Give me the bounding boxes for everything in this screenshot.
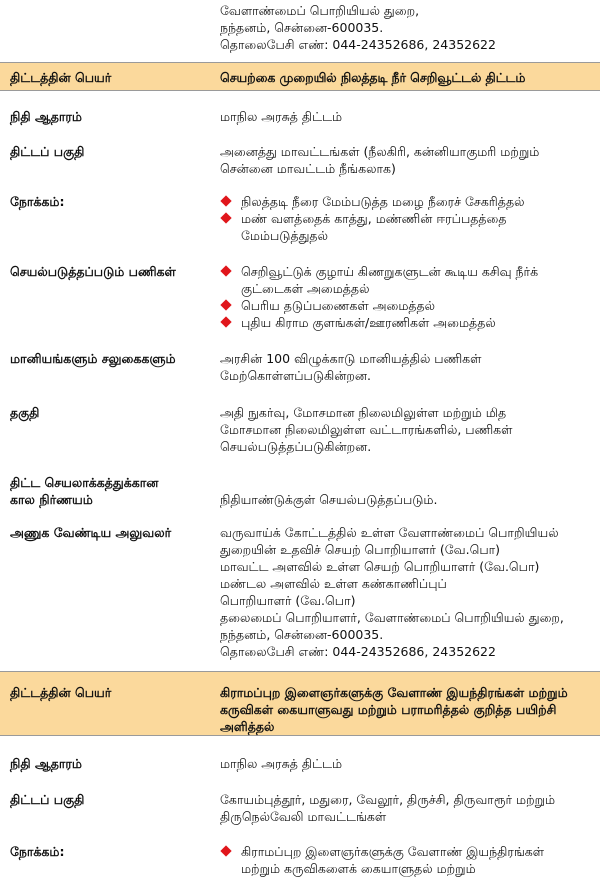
scheme1-name-label: திட்டத்தின் பெயர்: [10, 70, 112, 85]
contact-line: நந்தனம், சென்னை-600035.: [220, 627, 384, 642]
scheme1-funding-value: மாநில அரசுத் திட்டம்: [220, 109, 343, 124]
red-diamond-bullet-icon: [220, 299, 231, 310]
list-item: [220, 314, 595, 331]
red-diamond-bullet-icon: [220, 316, 231, 327]
scheme1-subsidy-value: [220, 350, 590, 384]
bullet-text: மற்றும் கருவிகளைக் கையாளுதல் மற்றும்: [241, 861, 476, 876]
bullet-text: புதிய கிராம குளங்கள்/ஊரணிகள் அமைத்தல்: [241, 315, 496, 330]
scheme2-objective-list: [220, 843, 595, 877]
bullet-text: மண் வளத்தைக் காத்து, மண்ணின் ஈரப்பதத்தை: [241, 211, 507, 226]
top-contact: [220, 2, 590, 53]
scheme1-works-label: செயல்படுத்தப்படும் பணிகள்: [10, 264, 176, 279]
scheme2-funding-label: நிதி ஆதாரம்: [10, 756, 82, 771]
area-line: அனைத்து மாவட்டங்கள் (நீலகிரி, கன்னியாகுமரி மற்றும்: [220, 144, 540, 159]
eligibility-line: மோசமான நிலைமிலுள்ள வட்டாரங்களில், பணிகள்: [220, 422, 513, 437]
scheme2-name-line: கிராமப்புற இளைஞர்களுக்கு வேளாண் இயந்திரங்கள் மற்றும்: [220, 685, 568, 700]
red-diamond-bullet-icon: [220, 212, 231, 223]
scheme1-timeline-label: [10, 474, 210, 508]
list-item: [220, 193, 595, 210]
scheme2-area-value: [220, 791, 590, 825]
area-line: கோயம்புத்தூர், மதுரை, வேலூர், திருச்சி, திருவாரூர் மற்றும்: [220, 792, 556, 807]
scheme1-contact-value: [220, 524, 590, 660]
scheme1-timeline-value: நிதியாண்டுக்குள் செயல்படுத்தப்படும்.: [220, 492, 438, 507]
bullet-text: செறிவூட்டுக் குழாய் கிணறுகளுடன் கூடிய கசிவு நீர்க்: [241, 264, 539, 279]
scheme1-eligibility-label: தகுதி: [10, 405, 40, 420]
subsidy-line: மேற்கொள்ளப்படுகின்றன.: [220, 368, 371, 383]
list-item: [220, 263, 595, 297]
area-line: திருநெல்வேலி மாவட்டங்கள்: [220, 809, 387, 824]
scheme1-eligibility-value: [220, 404, 590, 455]
scheme2-funding-value: மாநில அரசுத் திட்டம்: [220, 756, 343, 771]
bullet-text: குட்டைகள் அமைத்தல்: [241, 281, 370, 296]
list-item: [220, 843, 595, 877]
top-contact-line: தொலைபேசி எண்: 044-24352686, 24352622: [220, 37, 496, 52]
scheme1-objective-label: நோக்கம்:: [10, 194, 65, 209]
top-contact-line: வேளாண்மைப் பொறியியல் துறை,: [220, 3, 420, 18]
contact-line: மாவட்ட அளவில் உள்ள செயற் பொறியாளர் (வே.பொ): [220, 559, 540, 574]
scheme1-objective-list: [220, 193, 595, 244]
red-diamond-bullet-icon: [220, 845, 231, 856]
contact-line: மண்டல அளவில் உள்ள கண்காணிப்புப்: [220, 576, 447, 591]
scheme1-area-value: [220, 143, 590, 177]
scheme1-works-list: [220, 263, 595, 331]
eligibility-line: அதி நுகர்வு, மோசமான நிலைமிலுள்ள மற்றும் மித: [220, 405, 507, 420]
scheme1-area-label: திட்டப் பகுதி: [10, 144, 85, 159]
scheme1-header: [0, 62, 600, 91]
contact-line: துறையின் உதவிச் செயற் பொறியாளர் (வே.பொ): [220, 542, 501, 557]
bullet-text: பெரிய தடுப்பணைகள் அமைத்தல்: [241, 298, 436, 313]
contact-line: பொறியாளர் (வே.பொ): [220, 593, 356, 608]
contact-line: தலைமைப் பொறியாளர், வேளாண்மைப் பொறியியல் துறை,: [220, 610, 564, 625]
contact-line: தொலைபேசி எண்: 044-24352686, 24352622: [220, 644, 496, 659]
bullet-text: கிராமப்புற இளைஞர்களுக்கு வேளாண் இயந்திரங்கள்: [241, 844, 545, 859]
red-diamond-bullet-icon: [220, 265, 231, 276]
top-contact-line: நந்தனம், சென்னை-600035.: [220, 20, 384, 35]
scheme1-contact-label: அணுக வேண்டிய அலுவலர்: [10, 525, 172, 540]
eligibility-line: செயல்படுத்தப்படுகின்றன.: [220, 439, 372, 454]
timeline-label-line: திட்ட செயலாக்கத்துக்கான: [10, 475, 159, 490]
contact-line: வருவாய்க் கோட்டத்தில் உள்ள வேளாண்மைப் பொறியியல்: [220, 525, 559, 540]
scheme1-subsidy-label: மானியங்களும் சலுகைகளும்: [10, 351, 176, 366]
scheme1-funding-label: நிதி ஆதாரம்: [10, 109, 82, 124]
timeline-label-line: கால நிர்ணயம்: [10, 492, 93, 507]
list-item: [220, 297, 595, 314]
subsidy-line: அரசின் 100 விழுக்காடு மானியத்தில் பணிகள்: [220, 351, 482, 366]
scheme2-name-label: திட்டத்தின் பெயர்: [10, 685, 112, 700]
bullet-text: மேம்படுத்துதல்: [241, 228, 328, 243]
scheme2-name-line: அளித்தல்: [220, 719, 275, 734]
bullet-text: நிலத்தடி நீரை மேம்படுத்த மழை நீரைச் சேகரித்தல்: [241, 194, 525, 209]
scheme2-header: [0, 671, 600, 736]
area-line: சென்னை மாவட்டம் நீங்கலாக): [220, 161, 396, 176]
scheme2-area-label: திட்டப் பகுதி: [10, 792, 85, 807]
scheme2-objective-label: நோக்கம்:: [10, 844, 65, 859]
scheme2-name-line: கருவிகள் கையாளுவது மற்றும் பராமரித்தல் குறித்த பயிற்சி: [220, 702, 557, 717]
list-item: [220, 210, 595, 244]
red-diamond-bullet-icon: [220, 195, 231, 206]
scheme2-name-value: [220, 684, 590, 735]
scheme1-name-value: செயற்கை முறையில் நிலத்தடி நீர் செறிவூட்டல் திட்டம்: [220, 70, 526, 85]
